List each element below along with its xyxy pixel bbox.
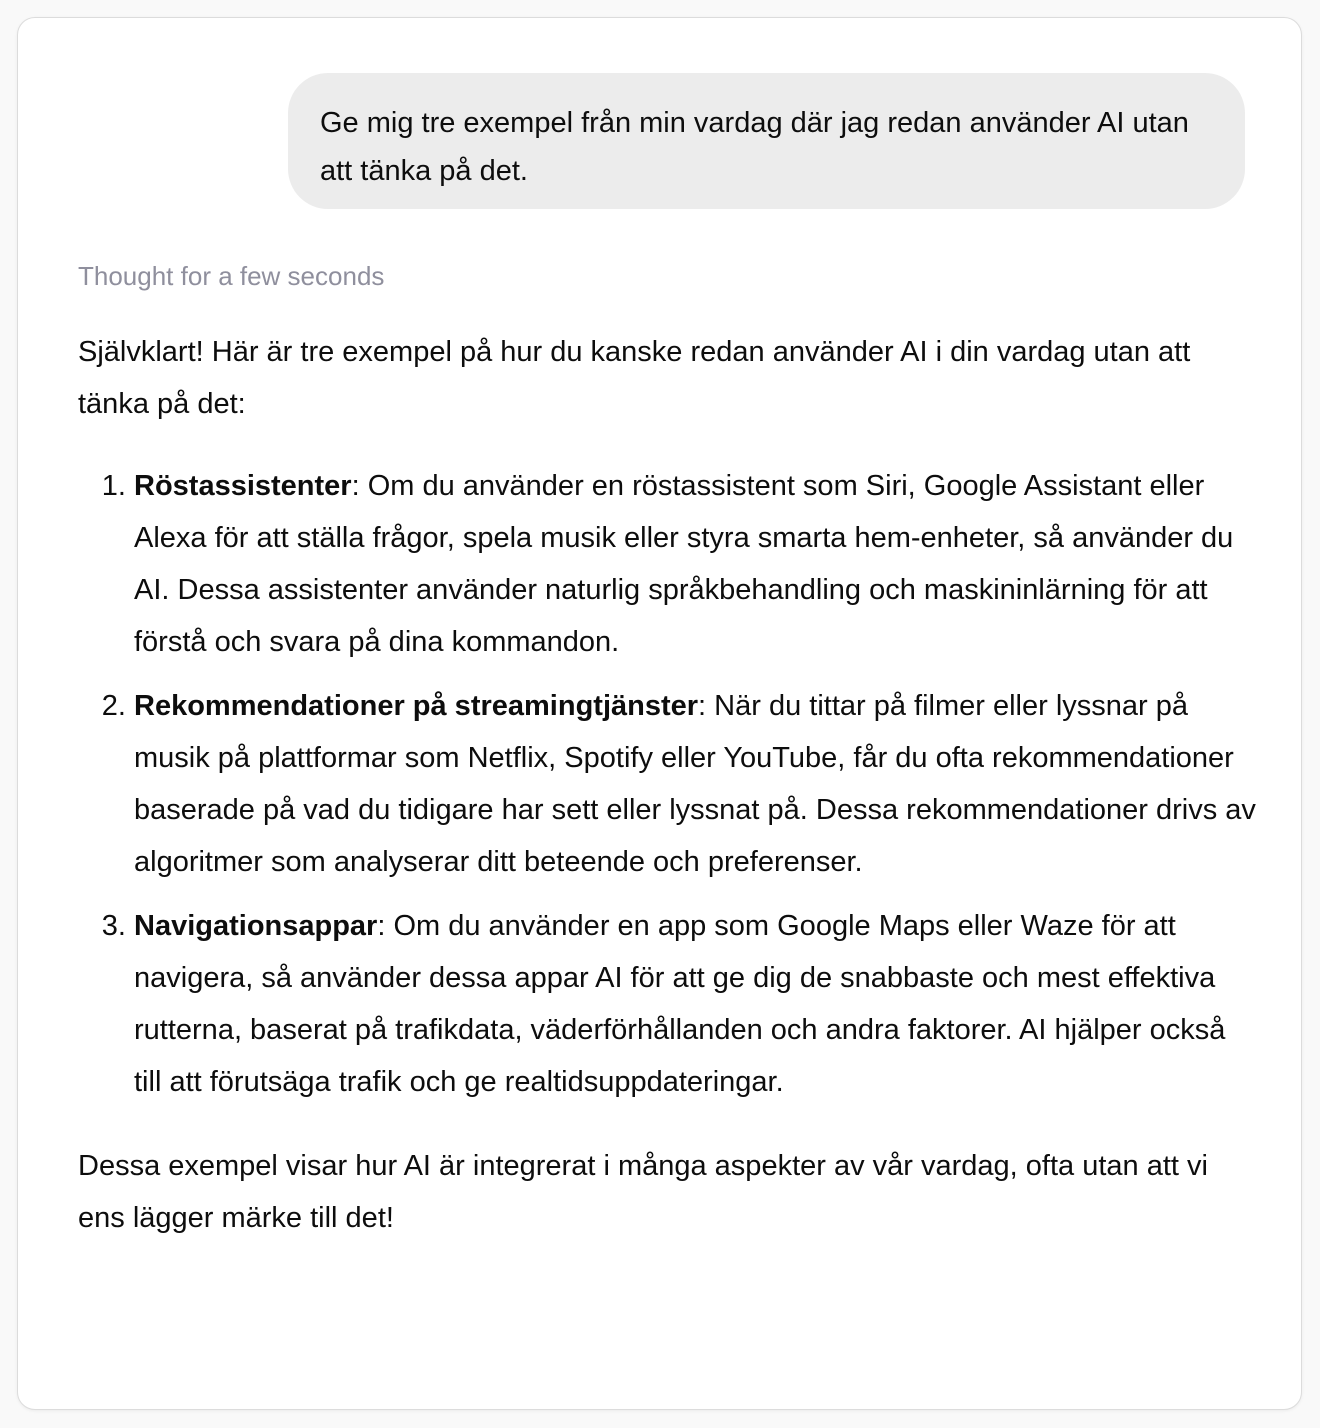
user-message-text: Ge mig tre exempel från min vardag där jag redan använder AI utan att tänka på det. (320, 107, 1189, 187)
list-item-title: Röstassistenter (134, 470, 352, 502)
list-item-text: : Om du använder en röstassistent som Siri, Google Assistant eller Alexa för att ställa frågor, spela musik eller styra smarta hem-enheter, så använder du AI. Dessa assistenter använder naturlig språkbehandling och maskininlärning för att förstå och svara på dina kommandon. (134, 470, 1234, 658)
response-intro: Självklart! Här är tre exempel på hur du kanske redan använder AI i din vardag utan att tänka på det: (78, 336, 1191, 420)
examples-list (78, 460, 1258, 1108)
assistant-response (78, 326, 1258, 1244)
list-item-title: Navigationsappar (134, 910, 378, 942)
list-item-title: Rekommendationer på streamingtjänster (134, 690, 699, 722)
list-item-text: : När du tittar på filmer eller lyssnar på musik på plattformar som Netflix, Spotify eller YouTube, får du ofta rekommendationer baserade på vad du tidigare har sett eller lyssnat på. Dessa rekommendationer drivs av algoritmer som analyserar ditt beteende och preferenser. (134, 690, 1256, 878)
thought-duration-label[interactable]: Thought for a few seconds (78, 261, 385, 291)
response-outro: Dessa exempel visar hur AI är integrerat i många aspekter av vår vardag, ofta utan att vi ens lägger märke till det! (78, 1150, 1208, 1234)
list-item (134, 900, 1258, 1108)
list-item-text: : Om du använder en app som Google Maps eller Waze för att navigera, så använder dessa appar AI för att ge dig de snabbaste och mest effektiva rutterna, baserat på trafikdata, väderförhållanden och andra faktorer. AI hjälper också till att förutsäga trafik och ge realtidsuppdateringar. (134, 910, 1226, 1098)
chat-card (17, 17, 1302, 1410)
list-item (134, 460, 1258, 668)
user-message-bubble (288, 73, 1245, 209)
list-item (134, 680, 1258, 888)
